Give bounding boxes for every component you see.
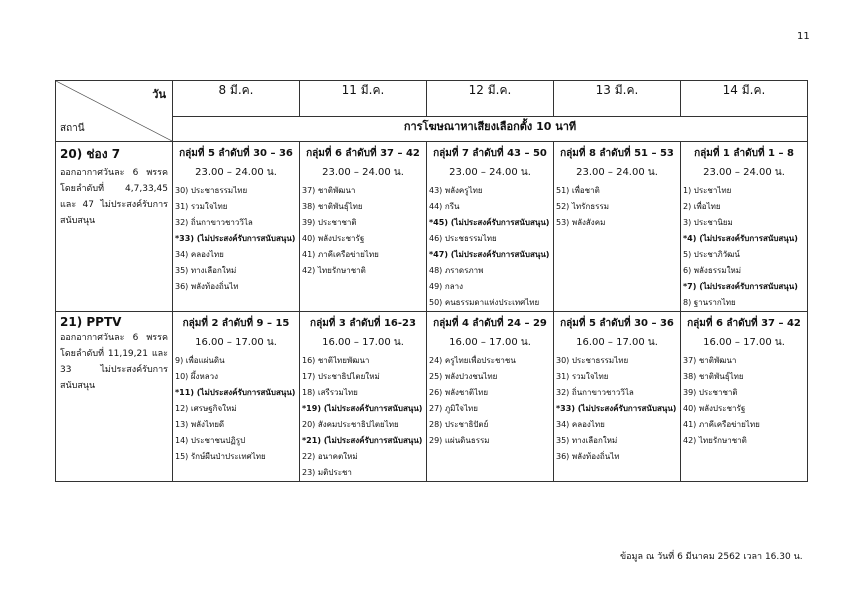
party-list xyxy=(427,353,553,449)
day-label: วัน xyxy=(152,88,166,101)
party-list xyxy=(173,183,299,295)
party-item: 30) ประชาธรรมไทย xyxy=(556,356,629,365)
party-item-declined: *21) (ไม่ประสงค์รับการสนับสนุน) xyxy=(302,436,423,445)
party-item: 8) ฐานรากไทย xyxy=(683,298,736,307)
date-header-5: 14 มี.ค. xyxy=(681,81,808,117)
group-title: กลุ่มที่ 5 ลำดับที่ 30 – 36 xyxy=(179,148,293,159)
station-cell xyxy=(56,312,173,482)
party-item: 51) เพื่อชาติ xyxy=(556,186,600,195)
time-slot: 23.00 – 24.00 น. xyxy=(449,167,531,178)
party-item: 32) ถิ่นกาขาวชาววิไล xyxy=(175,218,253,227)
party-item: 37) ชาติพัฒนา xyxy=(683,356,737,365)
party-item: 6) พลังธรรมใหม่ xyxy=(683,266,742,275)
station-note: ออกอากาศวันละ 6 พรรค โดยลำดับที่ 11,19,21 และ 33 ไม่ประสงค์รับการสนับสนุน xyxy=(60,333,168,391)
schedule-cell xyxy=(173,312,300,482)
party-list xyxy=(300,183,426,279)
time-slot: 16.00 – 17.00 น. xyxy=(322,337,404,348)
party-item: 14) ประชาชนปฏิรูป xyxy=(175,436,246,445)
campaign-banner: การโฆษณาหาเสียงเลือกตั้ง 10 นาที xyxy=(173,116,808,141)
group-title: กลุ่มที่ 5 ลำดับที่ 30 – 36 xyxy=(560,318,674,329)
party-item: 34) คลองไทย xyxy=(175,250,224,259)
corner-diagonal xyxy=(56,81,172,141)
party-item: 5) ประชาภิวัฒน์ xyxy=(683,250,740,259)
source-note: ข้อมูล ณ วันที่ 6 มีนาคม 2562 เวลา 16.30 น. xyxy=(620,552,803,562)
party-item: 18) เสรีรวมไทย xyxy=(302,388,358,397)
party-item: 41) ภาคีเครือข่ายไทย xyxy=(302,250,379,259)
party-item: 34) คลองไทย xyxy=(556,420,605,429)
group-title: กลุ่มที่ 4 ลำดับที่ 24 – 29 xyxy=(433,318,547,329)
time-slot: 23.00 – 24.00 น. xyxy=(322,167,404,178)
party-item: 24) ครูไทยเพื่อประชาชน xyxy=(429,356,516,365)
party-item: 43) พลังครูไทย xyxy=(429,186,483,195)
party-item: 12) เศรษฐกิจใหม่ xyxy=(175,404,237,413)
party-item: 25) พลังปวงชนไทย xyxy=(429,372,498,381)
station-row-pptv xyxy=(56,312,808,482)
schedule-cell xyxy=(554,312,681,482)
group-title: กลุ่มที่ 6 ลำดับที่ 37 – 42 xyxy=(306,148,420,159)
time-slot: 16.00 – 17.00 น. xyxy=(703,337,785,348)
party-item: 39) ประชาชาติ xyxy=(302,218,357,227)
party-item: 39) ประชาชาติ xyxy=(683,388,738,397)
time-slot: 16.00 – 17.00 น. xyxy=(449,337,531,348)
party-item: 40) พลังประชารัฐ xyxy=(683,404,746,413)
party-item: 9) เพื่อแผ่นดิน xyxy=(175,356,225,365)
group-title: กลุ่มที่ 8 ลำดับที่ 51 – 53 xyxy=(560,148,674,159)
party-item-declined: *33) (ไม่ประสงค์รับการสนับสนุน) xyxy=(175,234,296,243)
party-item: 36) พลังท้องถิ่นไท xyxy=(175,282,239,291)
schedule-cell xyxy=(427,142,554,312)
party-item: 35) ทางเลือกใหม่ xyxy=(175,266,237,275)
party-item: 17) ประชาธิปไตยใหม่ xyxy=(302,372,380,381)
party-item: 52) ไทรักธรรม xyxy=(556,202,610,211)
party-list xyxy=(300,353,426,481)
party-item: 26) พลังชาติไทย xyxy=(429,388,489,397)
time-slot: 16.00 – 17.00 น. xyxy=(576,337,658,348)
party-item-declined: *45) (ไม่ประสงค์รับการสนับสนุน) xyxy=(429,218,550,227)
schedule-cell xyxy=(300,142,427,312)
party-list xyxy=(681,183,807,311)
party-item: 48) ภราดรภาพ xyxy=(429,266,484,275)
party-item: 31) รวมใจไทย xyxy=(175,202,228,211)
party-item: 22) อนาคตใหม่ xyxy=(302,452,358,461)
schedule-cell xyxy=(554,142,681,312)
time-slot: 16.00 – 17.00 น. xyxy=(195,337,277,348)
party-item: 28) ประชาธิปัตย์ xyxy=(429,420,489,429)
party-item: 38) ชาติพันธุ์ไทย xyxy=(302,202,363,211)
party-item-declined: *33) (ไม่ประสงค์รับการสนับสนุน) xyxy=(556,404,677,413)
party-item: 13) พลังไทยดี xyxy=(175,420,225,429)
station-label: สถานี xyxy=(60,123,85,134)
party-item: 37) ชาติพัฒนา xyxy=(302,186,356,195)
party-item: 1) ประชาไทย xyxy=(683,186,732,195)
party-item: 20) สังคมประชาธิปไตยไทย xyxy=(302,420,399,429)
party-item: 46) ประชธรรมไทย xyxy=(429,234,497,243)
party-item-declined: *4) (ไม่ประสงค์รับการสนับสนุน) xyxy=(683,234,798,243)
party-item: 44) กรีน xyxy=(429,202,460,211)
party-item: 40) พลังประชารัฐ xyxy=(302,234,365,243)
party-list xyxy=(427,183,553,311)
party-item: 49) กลาง xyxy=(429,282,463,291)
party-item: 32) ถิ่นกาขาวชาววิไล xyxy=(556,388,634,397)
broadcast-schedule-table xyxy=(55,80,808,482)
party-item-declined: *19) (ไม่ประสงค์รับการสนับสนุน) xyxy=(302,404,423,413)
date-header-3: 12 มี.ค. xyxy=(427,81,554,117)
schedule-cell xyxy=(681,142,808,312)
schedule-cell xyxy=(300,312,427,482)
group-title: กลุ่มที่ 1 ลำดับที่ 1 – 8 xyxy=(694,148,794,159)
party-item-declined: *7) (ไม่ประสงค์รับการสนับสนุน) xyxy=(683,282,798,291)
party-item-declined: *11) (ไม่ประสงค์รับการสนับสนุน) xyxy=(175,388,296,397)
party-item: 16) ชาติไทยพัฒนา xyxy=(302,356,370,365)
party-item: 31) รวมใจไทย xyxy=(556,372,609,381)
time-slot: 23.00 – 24.00 น. xyxy=(703,167,785,178)
party-item: 36) พลังท้องถิ่นไท xyxy=(556,452,620,461)
party-item: 29) แผ่นดินธรรม xyxy=(429,436,490,445)
party-item: 2) เพื่อไทย xyxy=(683,202,721,211)
party-list xyxy=(554,353,680,465)
party-item: 27) ภูมิใจไทย xyxy=(429,404,478,413)
schedule-cell xyxy=(681,312,808,482)
group-title: กลุ่มที่ 2 ลำดับที่ 9 – 15 xyxy=(182,318,290,329)
party-item: 30) ประชาธรรมไทย xyxy=(175,186,248,195)
party-item-declined: *47) (ไม่ประสงค์รับการสนับสนุน) xyxy=(429,250,550,259)
time-slot: 23.00 – 24.00 น. xyxy=(195,167,277,178)
date-header-row xyxy=(56,81,808,117)
page-number: 11 xyxy=(797,31,810,42)
party-list xyxy=(173,353,299,465)
group-title: กลุ่มที่ 6 ลำดับที่ 37 – 42 xyxy=(687,318,801,329)
party-item: 50) คนธรรมดาแห่งประเทศไทย xyxy=(429,298,540,307)
party-item: 41) ภาคีเครือข่ายไทย xyxy=(683,420,760,429)
date-header-2: 11 มี.ค. xyxy=(300,81,427,117)
station-name: 21) PPTV xyxy=(60,315,122,329)
party-list xyxy=(681,353,807,449)
group-title: กลุ่มที่ 7 ลำดับที่ 43 – 50 xyxy=(433,148,547,159)
party-item: 42) ไทยรักษาชาติ xyxy=(302,266,366,275)
station-row-ch7 xyxy=(56,142,808,312)
party-list xyxy=(554,183,680,231)
schedule-cell xyxy=(427,312,554,482)
schedule-cell xyxy=(173,142,300,312)
party-item: 42) ไทยรักษาชาติ xyxy=(683,436,747,445)
party-item: 15) รักษ์ผืนป่าประเทศไทย xyxy=(175,452,266,461)
station-name: 20) ช่อง 7 xyxy=(60,147,121,161)
party-item: 53) พลังสังคม xyxy=(556,218,606,227)
corner-header-cell xyxy=(56,81,173,142)
party-item: 38) ชาติพันธุ์ไทย xyxy=(683,372,744,381)
date-header-4: 13 มี.ค. xyxy=(554,81,681,117)
party-item: 23) มติประชา xyxy=(302,468,352,477)
party-item: 3) ประชานิยม xyxy=(683,218,733,227)
party-item: 10) ผึ้งหลวง xyxy=(175,372,219,381)
station-cell xyxy=(56,142,173,312)
date-header-1: 8 มี.ค. xyxy=(173,81,300,117)
group-title: กลุ่มที่ 3 ลำดับที่ 16-23 xyxy=(310,318,416,329)
party-item: 35) ทางเลือกใหม่ xyxy=(556,436,618,445)
station-note: ออกอากาศวันละ 6 พรรค โดยลำดับที่ 4,7,33,45 และ 47 ไม่ประสงค์รับการสนับสนุน xyxy=(60,168,168,226)
time-slot: 23.00 – 24.00 น. xyxy=(576,167,658,178)
